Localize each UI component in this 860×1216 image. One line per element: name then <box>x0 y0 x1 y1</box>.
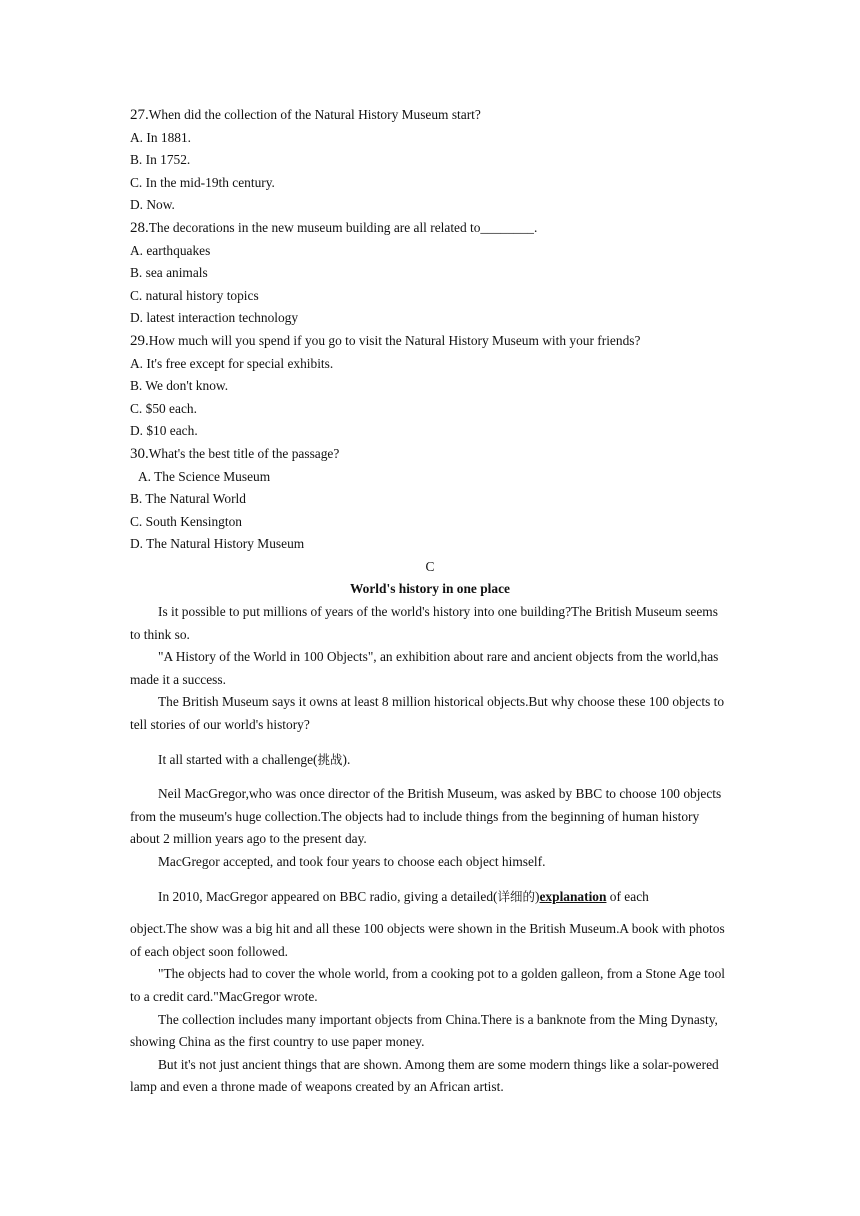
option-b: B. In 1752. <box>130 152 191 168</box>
text: It all started with a challenge( <box>158 751 318 767</box>
paragraph: Neil MacGregor,who was once director of the British Museum, was asked by BBC to choose 100 objects from the museum's huge collection.The objects had to include things from the beginning of human history about 2 million years ago to the present day. <box>130 786 722 847</box>
paragraph: The collection includes many important objects from China.There is a banknote from the Ming Dynasty, showing China as the first country to use paper money. <box>130 1011 718 1050</box>
question-stem <box>130 104 730 127</box>
underlined-keyword: explanation <box>539 888 607 904</box>
question-text: The decorations in the new museum building are all related to________. <box>148 219 538 235</box>
cjk-gloss: 详细的 <box>497 888 536 904</box>
passage-title: World's history in one place <box>350 581 510 597</box>
paragraph: The British Museum says it owns at least 8 million historical objects.But why choose these 100 objects to tell stories of our world's history? <box>130 694 725 733</box>
paragraph-explanation <box>130 886 730 909</box>
question-number: 27. <box>130 107 149 123</box>
document-page <box>130 104 730 1099</box>
paragraph-challenge <box>130 749 730 772</box>
option-a: A. It's free except for special exhibits. <box>130 355 334 371</box>
section-letter: C <box>425 558 435 574</box>
question-30 <box>130 443 730 556</box>
question-text: How much will you spend if you go to visit the Natural History Museum with your friends? <box>148 332 641 348</box>
text: of each <box>606 888 649 904</box>
option-c: C. $50 each. <box>130 400 197 416</box>
question-stem <box>130 217 730 240</box>
option-c: C. natural history topics <box>130 287 259 303</box>
option-d: D. Now. <box>130 197 175 213</box>
option-a: A. earthquakes <box>130 242 211 258</box>
cjk-gloss: 挑战 <box>317 751 343 767</box>
question-29 <box>130 330 730 443</box>
question-number: 28. <box>130 219 149 236</box>
question-stem <box>130 443 730 466</box>
paragraph-continued: object.The show was a big hit and all these 100 objects were shown in the British Museum.A book with photos of each object soon followed. <box>130 921 725 959</box>
paragraph: But it's not just ancient things that are shown. Among them are some modern things like a solar-powered lamp and even a throne made of weapons created by an African artist. <box>130 1056 719 1095</box>
option-d: D. The Natural History Museum <box>130 536 305 552</box>
paragraph: "A History of the World in 100 Objects", an exhibition about rare and ancient objects from the world,has made it a success. <box>130 649 719 687</box>
option-d: D. $10 each. <box>130 423 198 439</box>
option-c: C. In the mid-19th century. <box>130 174 275 190</box>
question-27 <box>130 104 730 217</box>
paragraph: MacGregor accepted, and took four years to choose each object himself. <box>158 854 546 869</box>
question-28 <box>130 217 730 330</box>
text: ) <box>535 888 540 904</box>
paragraph: Is it possible to put millions of years of the world's history into one building?The British Museum seems to think so. <box>130 604 718 642</box>
question-number: 29. <box>130 332 149 349</box>
text: In 2010, MacGregor appeared on BBC radio, giving a detailed( <box>158 888 498 904</box>
option-d: D. latest interaction technology <box>130 310 299 326</box>
option-b: B. The Natural World <box>130 491 246 507</box>
option-a: A. The Science Museum <box>138 468 271 484</box>
option-b: B. sea animals <box>130 265 208 281</box>
question-stem <box>130 330 730 353</box>
question-number: 30. <box>130 445 149 462</box>
question-text: What's the best title of the passage? <box>148 445 340 461</box>
option-c: C. South Kensington <box>130 513 242 529</box>
paragraph: "The objects had to cover the whole world, from a cooking pot to a golden galleon, from a Stone Age tool to a credit card."MacGregor wrote. <box>130 966 725 1004</box>
option-a: A. In 1881. <box>130 129 191 145</box>
option-b: B. We don't know. <box>130 378 229 394</box>
question-text: When did the collection of the Natural History Museum start? <box>148 107 481 122</box>
text: ). <box>342 751 351 767</box>
